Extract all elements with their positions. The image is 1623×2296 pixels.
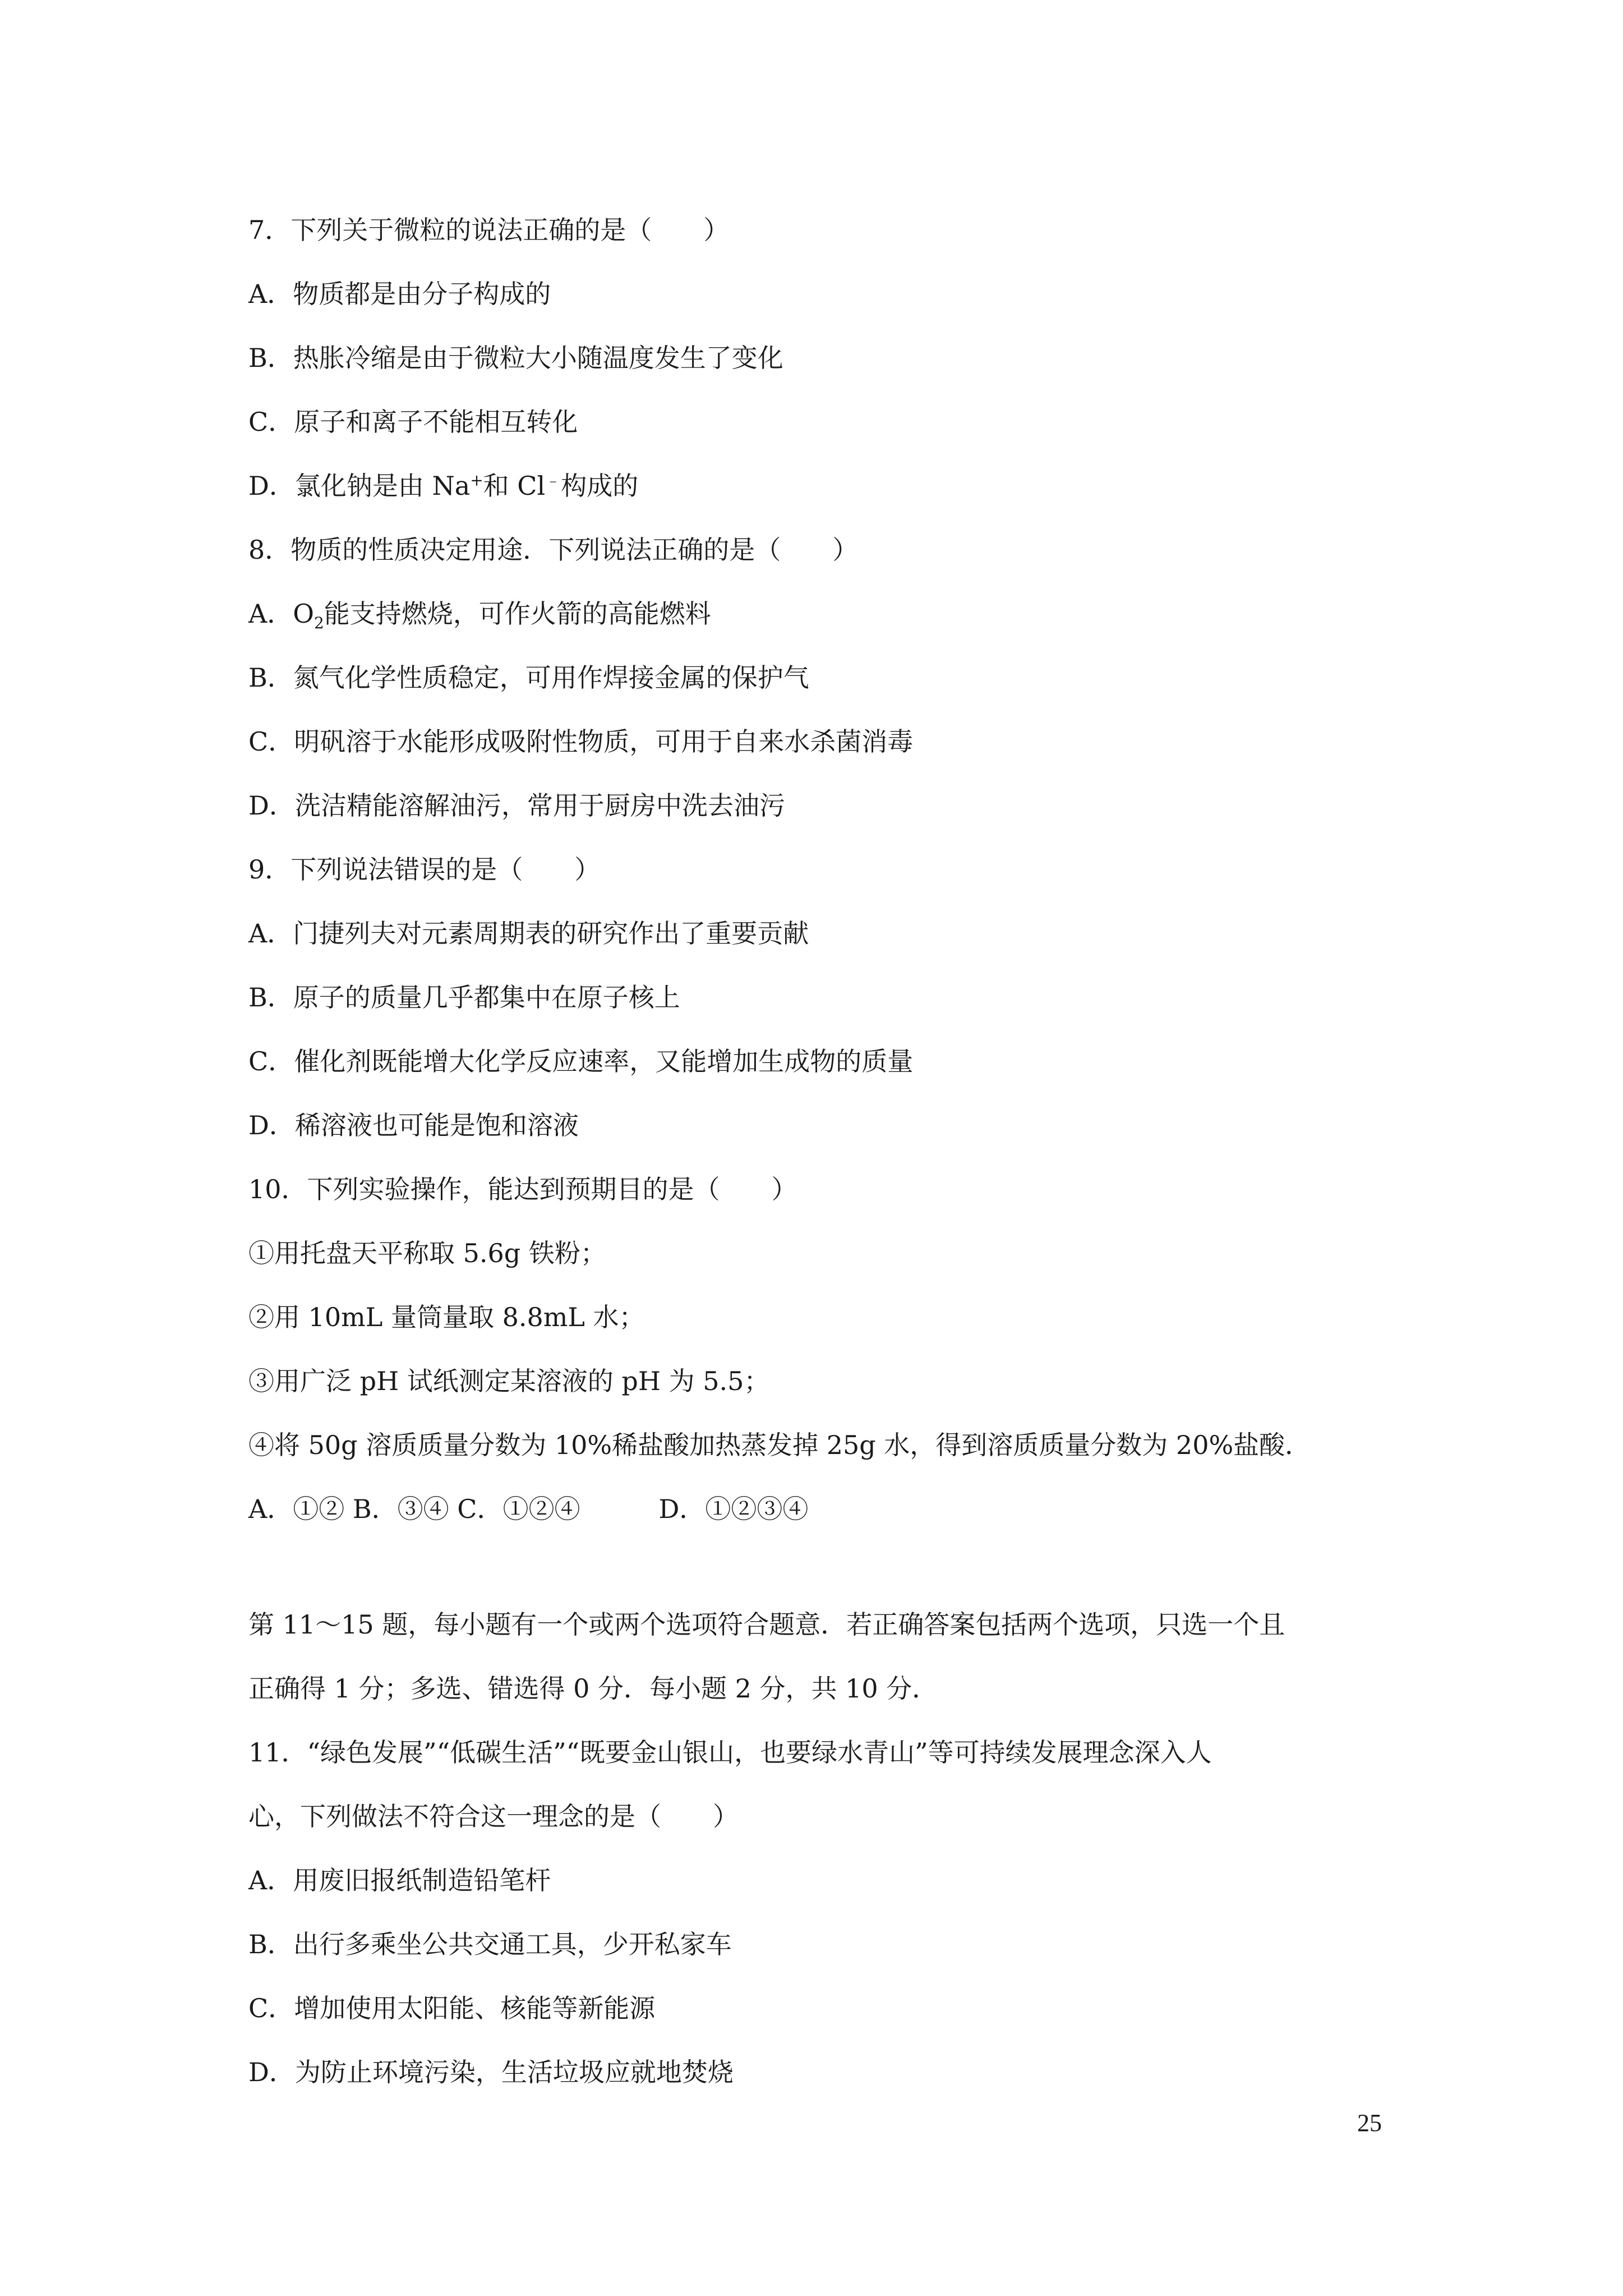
q8-stem: 8．物质的性质决定用途．下列说法正确的是（ ）: [248, 535, 859, 565]
q9-stem: 9．下列说法错误的是（ ）: [248, 854, 601, 885]
section-instructions-line-2: 正确得 1 分；多选、错选得 0 分．每小题 2 分，共 10 分．: [248, 1673, 938, 1704]
q10-option-d: D．①②③④: [658, 1494, 809, 1524]
q7-d-mid: 和 Cl: [483, 471, 546, 501]
q11-stem-line-2: 心，下列做法不符合这一理念的是（ ）: [248, 1801, 739, 1832]
q9-option-b: B．原子的质量几乎都集中在原子核上: [248, 982, 680, 1013]
q8-option-d: D．洗洁精能溶解油污，常用于厨房中洗去油污: [248, 790, 785, 821]
q11-option-b: B．出行多乘坐公共交通工具，少开私家车: [248, 1929, 732, 1959]
q10-item-2: ②用 10mL 量筒量取 8.8mL 水；: [248, 1302, 645, 1332]
q7-d-cl-charge: ﹣: [545, 471, 561, 490]
q8-a-pre: A．O: [248, 599, 314, 629]
q8-option-b: B．氮气化学性质稳定，可用作焊接金属的保护气: [248, 662, 809, 693]
section-instructions-line-1: 第 11～15 题，每小题有一个或两个选项符合题意．若正确答案包括两个选项，只选一个且: [248, 1609, 1285, 1640]
q7-d-na-charge: +: [470, 471, 483, 490]
q7-option-a: A．物质都是由分子构成的: [248, 279, 551, 309]
q11-option-a: A．用废旧报纸制造铅笔杆: [248, 1865, 551, 1895]
q8-option-c: C．明矾溶于水能形成吸附性物质，可用于自来水杀菌消毒: [248, 726, 914, 757]
q7-option-c: C．原子和离子不能相互转化: [248, 407, 578, 437]
q9-option-c: C．催化剂既能增大化学反应速率，又能增加生成物的质量: [248, 1046, 914, 1076]
q9-option-d: D．稀溶液也可能是饱和溶液: [248, 1110, 579, 1140]
q10-options-abc: A．①② B．③④ C．①②④: [248, 1494, 580, 1524]
q7-stem: 7．下列关于微粒的说法正确的是（ ）: [248, 215, 730, 245]
q7-d-pre: D．氯化钠是由 Na: [248, 471, 471, 501]
q8-a-subscript: 2: [313, 614, 324, 633]
q11-stem-line-1: 11．“绿色发展”“低碳生活”“既要金山银山，也要绿水青山”等可持续发展理念深入人: [248, 1737, 1212, 1768]
q7-option-b: B．热胀冷缩是由于微粒大小随温度发生了变化: [248, 343, 783, 373]
q9-option-a: A．门捷列夫对元素周期表的研究作出了重要贡献: [248, 918, 809, 949]
q8-a-post: 能支持燃烧，可作火箭的高能燃料: [324, 599, 711, 629]
q10-options: [248, 1492, 1398, 1526]
page-number: 25: [1357, 2109, 1382, 2137]
q10-item-3: ③用广泛 pH 试纸测定某溶液的 pH 为 5.5；: [248, 1366, 770, 1396]
q7-d-post: 构成的: [561, 471, 639, 501]
q11-option-d: D．为防止环境污染，生活垃圾应就地焚烧: [248, 2057, 734, 2087]
q10-item-1: ①用托盘天平称取 5.6g 铁粉；: [248, 1238, 606, 1268]
q8-option-a: [248, 597, 1398, 631]
q10-item-4: ④将 50g 溶质质量分数为 10%稀盐酸加热蒸发掉 25g 水，得到溶质质量分数为 20%盐酸．: [248, 1430, 1311, 1460]
q7-option-d: [248, 469, 1398, 503]
q11-option-c: C．增加使用太阳能、核能等新能源: [248, 1993, 656, 2023]
q10-stem: 10．下列实验操作，能达到预期目的是（ ）: [248, 1174, 797, 1204]
